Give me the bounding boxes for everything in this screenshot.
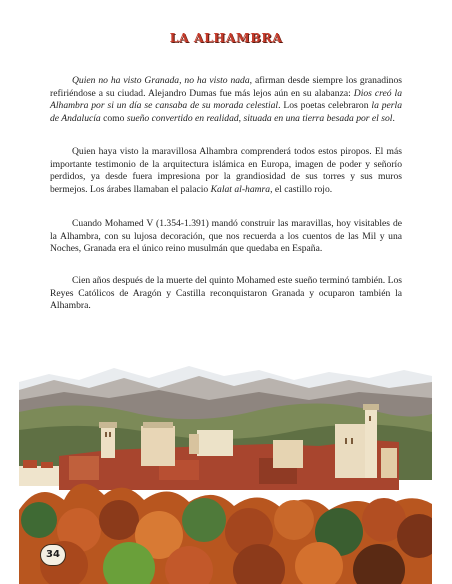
text-segment: , el castillo rojo. [270,183,333,195]
paragraph-4 [50,275,402,313]
text-segment: Quien haya visto la maravillosa Alhambra comprenderá todos estos piropos. El más importante testimonio de la arquitectura islámica en Europa, imagen de poder y señorío perdidos, ya desde fuera impresiona por la grandiosidad de sus torres y sus muros bermejos. Los árabes llamaban el palacio [50,146,402,195]
paragraph-2 [50,146,402,196]
page-title: LA ALHAMBRA [169,30,283,45]
text-segment: , [238,112,244,124]
italic-quote: la perla de Andalucía [50,100,402,124]
italic-quote: sueño convertido en realidad [126,112,239,124]
text-segment: como [100,112,127,124]
paragraph-1 [50,75,402,125]
italic-quote: Dios creó la Alhambra por si un día se cansaba de su morada celestial [50,87,402,112]
text-segment: Cuando Mohamed V (1.354-1.391) mandó construir las maravillas, hoy visitables de la Alhambra, con su lujosa decoración, que nos recuerda a los cuentos de las Mil y una Noches, Granada era el único reino musulmán que quedaba en España. [50,218,402,255]
alhambra-landscape-illustration [19,360,432,584]
text-segment: . [392,112,395,124]
paragraph-3 [50,218,402,256]
text-segment: , afirman desde siempre los granadinos refiriéndose a su ciudad. Alejandro Dumas fue más lejos aún en su alabanza: [50,75,402,99]
italic-quote: situada en una tierra besada por el sol [243,112,393,124]
italic-quote: Kalat al-hamra [210,183,271,195]
italic-quote: Quien no ha visto Granada, no ha visto nada [72,75,250,86]
page-number: 34 [40,544,66,566]
text-segment: . Los poetas celebraron [278,100,372,112]
text-segment: Cien años después de la muerte del quinto Mohamed este sueño terminó también. Los Reyes Católicos de Aragón y Castilla reconquistaron Granada y ocuparon también la Alhambra. [50,275,402,312]
